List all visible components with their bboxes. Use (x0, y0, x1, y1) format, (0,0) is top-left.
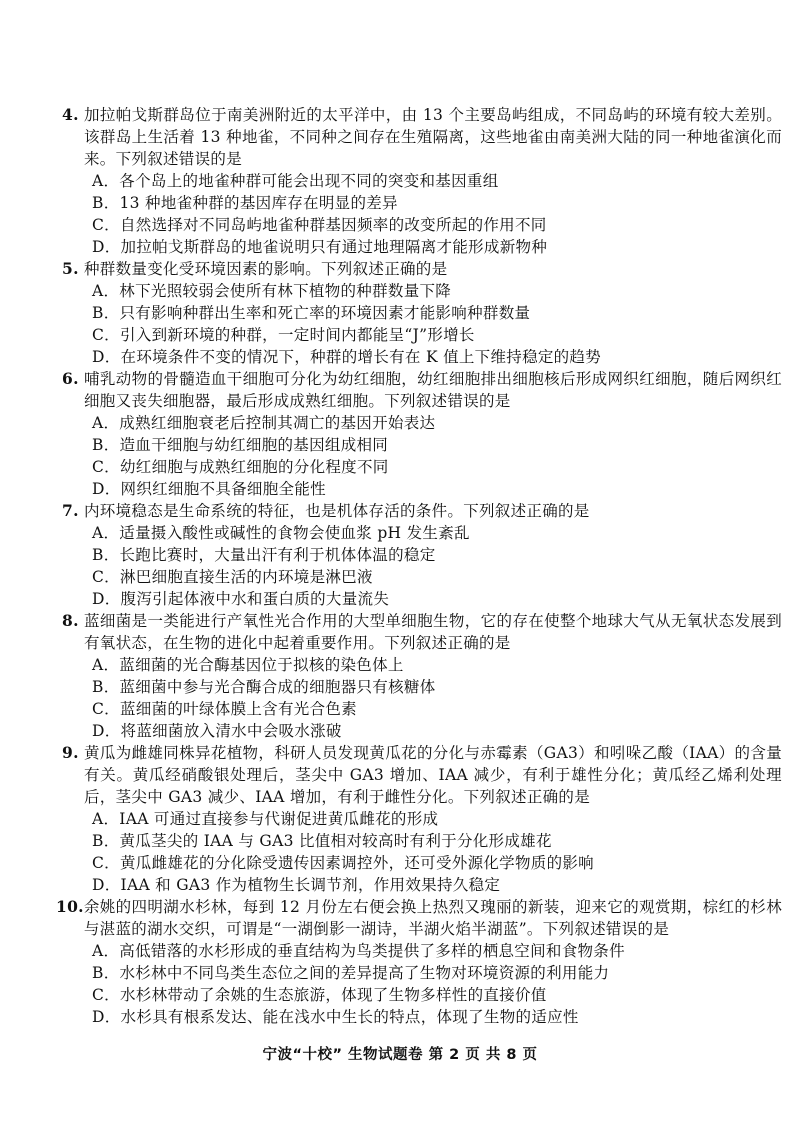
option-letter: D． (92, 590, 121, 608)
question-stem: 黄瓜为雌雄同株异花植物，科研人员发现黄瓜花的分化与赤霉素（GA3）和吲哚乙酸（IAA）的含量有关。黄瓜经硝酸银处理后，茎尖中 GA3 增加、IAA 减少，有利于雄性分化；黄瓜经乙烯利处理后，茎尖中 GA3 减少、IAA 增加，有利于雌性分化。下列叙述正确的是 (84, 744, 782, 806)
option-letter: D． (92, 722, 121, 740)
option-letter: A． (92, 810, 120, 828)
option-d (62, 1006, 782, 1028)
option-text: 黄瓜茎尖的 IAA 与 GA3 比值相对较高时有利于分化形成雄花 (119, 832, 552, 850)
question-10 (56, 896, 782, 1028)
option-text: 各个岛上的地雀种群可能会出现不同的突变和基因重组 (119, 172, 499, 190)
option-text: 水杉林中不同鸟类生态位之间的差异提高了生物对环境资源的利用能力 (119, 964, 610, 982)
option-text: 在环境条件不变的情况下，种群的增长有在 K 值上下维持稳定的趋势 (120, 348, 602, 366)
option-text: 林下光照较弱会使所有林下植物的种群数量下降 (119, 282, 452, 300)
option-text: 引入到新环境的种群，一定时间内都能呈“J”形增长 (119, 326, 475, 344)
option-b (62, 192, 782, 214)
option-b (62, 676, 782, 698)
option-letter: A． (92, 656, 120, 674)
option-a (62, 940, 782, 962)
option-b (62, 962, 782, 984)
option-letter: B． (92, 678, 120, 696)
option-text: 黄瓜雌雄花的分化除受遗传因素调控外，还可受外源化学物质的影响 (119, 854, 594, 872)
option-letter: C． (92, 986, 120, 1004)
option-letter: C． (92, 458, 120, 476)
option-letter: D． (92, 348, 121, 366)
option-letter: C． (92, 326, 120, 344)
question-list (56, 104, 782, 1028)
option-d (62, 720, 782, 742)
option-text: 网织红细胞不具备细胞全能性 (120, 480, 326, 498)
option-letter: B． (92, 436, 120, 454)
option-text: IAA 和 GA3 作为植物生长调节剂，作用效果持久稳定 (120, 876, 501, 894)
option-b (62, 302, 782, 324)
question-number: 9. (62, 743, 79, 762)
option-letter: A． (92, 524, 120, 542)
question-4 (62, 104, 782, 258)
question-stem: 加拉帕戈斯群岛位于南美洲附近的太平洋中，由 13 个主要岛屿组成，不同岛屿的环境有较大差别。该群岛上生活着 13 种地雀，不同种之间存在生殖隔离，这些地雀由南美洲大陆的同一种地雀演化而来。下列叙述错误的是 (84, 106, 782, 168)
option-d (62, 236, 782, 258)
option-letter: B． (92, 546, 120, 564)
option-text: 加拉帕戈斯群岛的地雀说明只有通过地理隔离才能形成新物种 (120, 238, 548, 256)
option-letter: D． (92, 1008, 121, 1026)
option-c (62, 324, 782, 346)
option-letter: A． (92, 282, 120, 300)
option-d (62, 874, 782, 896)
option-letter: B． (92, 304, 120, 322)
option-b (62, 544, 782, 566)
question-8 (62, 610, 782, 742)
option-text: 蓝细菌中参与光合酶合成的细胞器只有核糖体 (119, 678, 436, 696)
question-7 (62, 500, 782, 610)
option-text: 幼红细胞与成熟红细胞的分化程度不同 (119, 458, 389, 476)
option-d (62, 588, 782, 610)
option-letter: C． (92, 854, 120, 872)
option-letter: C． (92, 568, 120, 586)
option-text: IAA 可通过直接参与代谢促进黄瓜雌花的形成 (119, 810, 439, 828)
option-text: 淋巴细胞直接生活的内环境是淋巴液 (119, 568, 373, 586)
option-text: 长跑比赛时，大量出汗有利于机体体温的稳定 (119, 546, 436, 564)
option-a (62, 170, 782, 192)
option-letter: C． (92, 700, 120, 718)
option-b (62, 830, 782, 852)
option-d (62, 346, 782, 368)
option-letter: A． (92, 172, 120, 190)
question-number: 6. (62, 369, 79, 388)
question-number: 5. (62, 259, 79, 278)
option-text: 只有影响种群出生率和死亡率的环境因素才能影响种群数量 (119, 304, 531, 322)
option-text: 13 种地雀种群的基因库存在明显的差异 (119, 194, 398, 212)
option-c (62, 852, 782, 874)
option-c (62, 698, 782, 720)
question-number: 4. (62, 105, 79, 124)
option-text: 成熟红细胞衰老后控制其凋亡的基因开始表达 (119, 414, 436, 432)
option-a (62, 412, 782, 434)
option-letter: B． (92, 832, 120, 850)
question-9 (62, 742, 782, 896)
option-a (62, 654, 782, 676)
option-letter: A． (92, 942, 120, 960)
option-d (62, 478, 782, 500)
question-number: 7. (62, 501, 79, 520)
option-letter: D． (92, 238, 121, 256)
option-letter: A． (92, 414, 120, 432)
question-stem: 余姚的四明湖水杉林，每到 12 月份左右便会换上热烈又瑰丽的新装，迎来它的观赏期，棕红的杉林与湛蓝的湖水交织，可谓是“一湖倒影一湖诗，半湖火焰半湖蓝”。下列叙述错误的是 (83, 898, 782, 938)
option-letter: B． (92, 964, 120, 982)
option-text: 适量摄入酸性或碱性的食物会使血浆 pH 发生紊乱 (119, 524, 470, 542)
option-letter: B． (92, 194, 120, 212)
option-text: 水杉林带动了余姚的生态旅游，体现了生物多样性的直接价值 (119, 986, 547, 1004)
option-a (62, 280, 782, 302)
question-stem: 种群数量变化受环境因素的影响。下列叙述正确的是 (84, 260, 448, 278)
option-text: 蓝细菌的叶绿体膜上含有光合色素 (119, 700, 357, 718)
option-text: 蓝细菌的光合酶基因位于拟核的染色体上 (119, 656, 404, 674)
option-text: 高低错落的水杉形成的垂直结构为鸟类提供了多样的栖息空间和食物条件 (119, 942, 625, 960)
option-letter: D． (92, 480, 121, 498)
question-6 (62, 368, 782, 500)
question-number: 10. (56, 897, 84, 916)
option-c (62, 984, 782, 1006)
question-5 (62, 258, 782, 368)
question-stem: 内环境稳态是生命系统的特征，也是机体存活的条件。下列叙述正确的是 (84, 502, 590, 520)
option-text: 造血干细胞与幼红细胞的基因组成相同 (119, 436, 389, 454)
option-text: 自然选择对不同岛屿地雀种群基因频率的改变所起的作用不同 (119, 216, 547, 234)
page-footer: 宁波“十校” 生物试题卷 第 2 页 共 8 页 (262, 1047, 538, 1063)
option-text: 水杉具有根系发达、能在浅水中生长的特点，体现了生物的适应性 (120, 1008, 579, 1026)
question-stem: 哺乳动物的骨髓造血干细胞可分化为幼红细胞，幼红细胞排出细胞核后形成网织红细胞，随后网织红细胞又丧失细胞器，最后形成成熟红细胞。下列叙述错误的是 (84, 370, 782, 410)
option-letter: C． (92, 216, 120, 234)
option-text: 将蓝细菌放入清水中会吸水涨破 (120, 722, 342, 740)
option-text: 腹泻引起体液中水和蛋白质的大量流失 (120, 590, 390, 608)
option-c (62, 456, 782, 478)
option-b (62, 434, 782, 456)
option-c (62, 566, 782, 588)
option-a (62, 808, 782, 830)
question-number: 8. (62, 611, 79, 630)
option-letter: D． (92, 876, 121, 894)
option-c (62, 214, 782, 236)
question-stem: 蓝细菌是一类能进行产氧性光合作用的大型单细胞生物，它的存在使整个地球大气从无氧状态发展到有氧状态，在生物的进化中起着重要作用。下列叙述正确的是 (84, 612, 782, 652)
option-a (62, 522, 782, 544)
